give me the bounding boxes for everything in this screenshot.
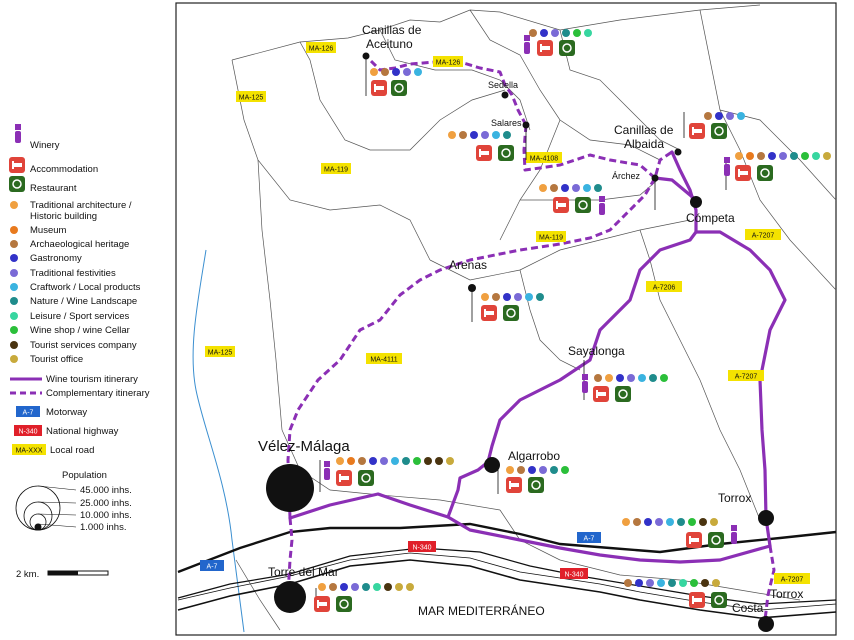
legend-itinerary: Wine tourism itinerary (46, 374, 138, 385)
road-label-a7207-b: A-7207 (734, 373, 758, 381)
svg-text:Algarrobo: Algarrobo (508, 449, 561, 463)
svg-text:Canillas de: Canillas de (362, 23, 422, 37)
legend-services: Tourist services company (30, 340, 137, 351)
svg-text:Sayalonga: Sayalonga (568, 344, 625, 358)
legend-traditional: Traditional architecture / (30, 200, 132, 211)
svg-text:Albaida: Albaida (624, 137, 665, 151)
legend-motorway: Motorway (46, 407, 88, 418)
road-label-a7207-c: A-7207 (780, 576, 804, 584)
svg-text:Torrox: Torrox (770, 587, 804, 601)
svg-text:Vélez-Málaga: Vélez-Málaga (258, 438, 350, 455)
legend-motorway-badge: A-7 (22, 409, 34, 417)
road-label-ma119-b: MA-119 (539, 234, 563, 242)
legend-accommodation: Accommodation (30, 164, 99, 175)
svg-text:Aceituno: Aceituno (366, 37, 413, 51)
road-label-ma125-b: MA-125 (207, 349, 233, 357)
legend (9, 124, 150, 580)
svg-text:Torrox: Torrox (718, 491, 752, 505)
legend-wineshop: Wine shop / wine Cellar (30, 325, 130, 336)
legend-gastronomy: Gastronomy (30, 253, 82, 264)
legend-touristoffice: Tourist office (30, 354, 84, 365)
svg-text:Costa: Costa (732, 601, 764, 615)
legend-local-badge: MA-XXX (15, 447, 43, 455)
legend-traditional-2: Historic building (30, 211, 98, 222)
road-label-ma126-b: MA-126 (435, 59, 461, 67)
legend-national-badge: N-340 (18, 428, 38, 436)
road-label-ma4111: MA-4111 (370, 356, 398, 364)
svg-text:Arenas: Arenas (449, 258, 488, 272)
road-label-a7-a: A-7 (206, 563, 218, 571)
road-label-a7206: A-7206 (652, 284, 676, 292)
svg-text:Cómpeta: Cómpeta (686, 211, 735, 225)
road-label-n340-b: N-340 (564, 571, 584, 579)
road-label-ma4108: MA-4108 (529, 155, 559, 163)
road-label-ma119-a: MA-119 (324, 166, 348, 174)
legend-national: National highway (46, 426, 119, 437)
legend-local: Local road (50, 445, 95, 456)
legend-complementary: Complementary itinerary (46, 388, 150, 399)
legend-population-10000: 10.000 inhs. (80, 510, 132, 521)
legend-festivities: Traditional festivities (30, 268, 116, 279)
legend-population-1000: 1.000 inhs. (80, 522, 127, 533)
road-label-ma126-a: MA-126 (308, 45, 334, 53)
legend-restaurant: Restaurant (30, 183, 77, 194)
legend-scale: 2 km. (16, 569, 40, 580)
sea-label: MAR MEDITERRÁNEO (418, 604, 545, 618)
svg-text:Salares: Salares (491, 118, 522, 128)
svg-text:Torre del Mar: Torre del Mar (268, 565, 339, 579)
svg-text:Canillas de: Canillas de (614, 123, 674, 137)
road-label-n340-a: N-340 (412, 544, 432, 552)
road-label-a7-b: A-7 (583, 535, 595, 543)
svg-text:Sedella: Sedella (488, 80, 519, 90)
legend-craftwork: Craftwork / Local products (30, 282, 141, 293)
legend-archaeology: Archaeological heritage (30, 239, 130, 250)
legend-museum: Museum (30, 225, 67, 236)
legend-population-45000: 45.000 inhs. (80, 485, 132, 496)
road-label-ma125-a: MA-125 (238, 94, 264, 102)
legend-nature: Nature / Wine Landscape (30, 296, 138, 307)
legend-population-title: Population (62, 470, 107, 481)
legend-winery: Winery (30, 140, 60, 151)
legend-population-25000: 25.000 inhs. (80, 498, 132, 509)
svg-text:Árchez: Árchez (612, 171, 641, 181)
legend-leisure: Leisure / Sport services (30, 311, 130, 322)
road-label-a7207-a: A-7207 (751, 232, 775, 240)
